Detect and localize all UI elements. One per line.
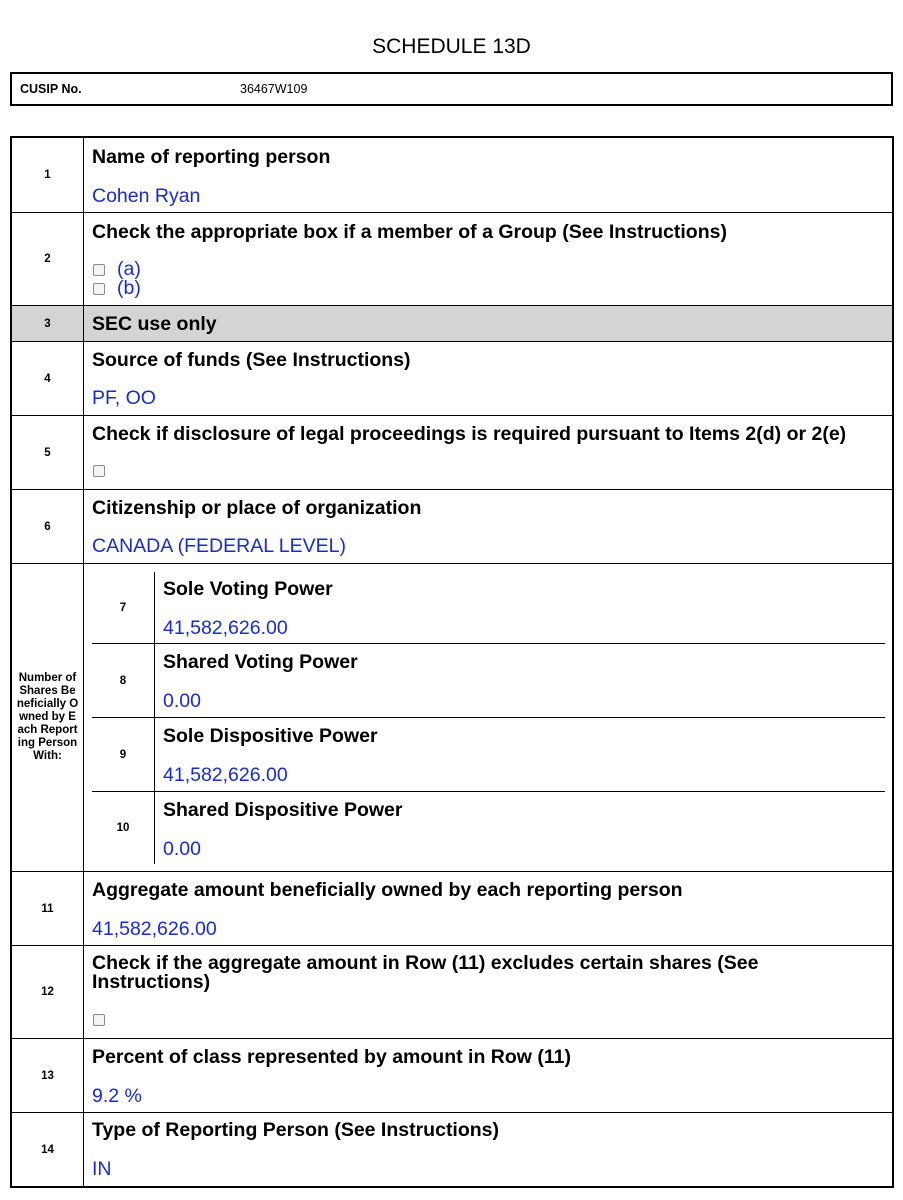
row-number: 8 <box>92 644 155 717</box>
cusip-box <box>10 72 893 106</box>
group-b-checkbox[interactable] <box>93 283 105 295</box>
row-13 <box>12 1039 892 1113</box>
excludes-shares-checkbox[interactable] <box>93 1014 105 1026</box>
row-number: 10 <box>92 792 155 864</box>
row-12-header: Check if the aggregate amount in Row (11) excludes certain shares (See Instructions) <box>92 952 759 993</box>
row-3-header: SEC use only <box>92 313 217 335</box>
row-10 <box>92 792 885 864</box>
row-2-header: Check the appropriate box if a member of a Group (See Instructions) <box>92 221 727 243</box>
sole-voting-power-value: 41,582,626.00 <box>163 617 288 639</box>
row-14 <box>12 1113 892 1186</box>
row-3 <box>12 306 892 342</box>
shares-beneficially-owned-group <box>12 564 892 872</box>
row-number: 7 <box>92 572 155 643</box>
row-7 <box>92 572 885 644</box>
row-4-header: Source of funds (See Instructions) <box>92 349 411 371</box>
page-title: SCHEDULE 13D <box>372 35 531 58</box>
row-6-header: Citizenship or place of organization <box>92 497 422 519</box>
shares-group-label: Number of Shares Beneficially Owned by Each Reporting Person With: <box>12 564 84 871</box>
reporting-person-type-value: IN <box>92 1158 112 1180</box>
source-of-funds-value: PF, OO <box>92 387 156 409</box>
cusip-label: CUSIP No. <box>20 82 82 96</box>
cover-page-table <box>10 136 894 1188</box>
row-number: 12 <box>12 946 84 1038</box>
row-1-header: Name of reporting person <box>92 146 331 168</box>
row-number: 4 <box>12 342 84 415</box>
row-12 <box>12 946 892 1039</box>
row-number: 3 <box>12 306 84 341</box>
group-a-label: (a) <box>117 258 141 280</box>
citizenship-value: CANADA (FEDERAL LEVEL) <box>92 535 346 557</box>
cusip-value: 36467W109 <box>240 82 308 96</box>
shared-voting-power-value: 0.00 <box>163 690 201 712</box>
row-number: 13 <box>12 1039 84 1112</box>
row-11 <box>12 872 892 946</box>
row-number: 11 <box>12 872 84 945</box>
row-number: 9 <box>92 718 155 791</box>
row-number: 2 <box>12 213 84 305</box>
row-8-header: Shared Voting Power <box>163 651 358 673</box>
row-5-header: Check if disclosure of legal proceedings is required pursuant to Items 2(d) or 2(e) <box>92 423 847 445</box>
row-2 <box>12 213 892 306</box>
legal-proceedings-checkbox[interactable] <box>93 465 105 477</box>
row-9-header: Sole Dispositive Power <box>163 725 378 747</box>
row-7-header: Sole Voting Power <box>163 578 333 600</box>
row-10-header: Shared Dispositive Power <box>163 799 403 821</box>
row-number: 14 <box>12 1113 84 1186</box>
row-number: 5 <box>12 416 84 489</box>
row-6 <box>12 490 892 564</box>
row-9 <box>92 718 885 792</box>
row-4 <box>12 342 892 416</box>
row-8 <box>92 644 885 718</box>
percent-of-class-value: 9.2 % <box>92 1085 142 1107</box>
aggregate-amount-value: 41,582,626.00 <box>92 918 217 940</box>
row-1 <box>12 138 892 213</box>
sole-dispositive-power-value: 41,582,626.00 <box>163 764 288 786</box>
row-number: 1 <box>12 138 84 212</box>
reporting-person-name: Cohen Ryan <box>92 185 201 207</box>
row-13-header: Percent of class represented by amount in Row (11) <box>92 1046 571 1068</box>
group-b-label: (b) <box>117 277 141 299</box>
row-5 <box>12 416 892 490</box>
row-number: 6 <box>12 490 84 563</box>
shared-dispositive-power-value: 0.00 <box>163 838 201 860</box>
row-14-header: Type of Reporting Person (See Instructions) <box>92 1119 500 1141</box>
group-a-checkbox[interactable] <box>93 264 105 276</box>
row-11-header: Aggregate amount beneficially owned by each reporting person <box>92 879 683 901</box>
